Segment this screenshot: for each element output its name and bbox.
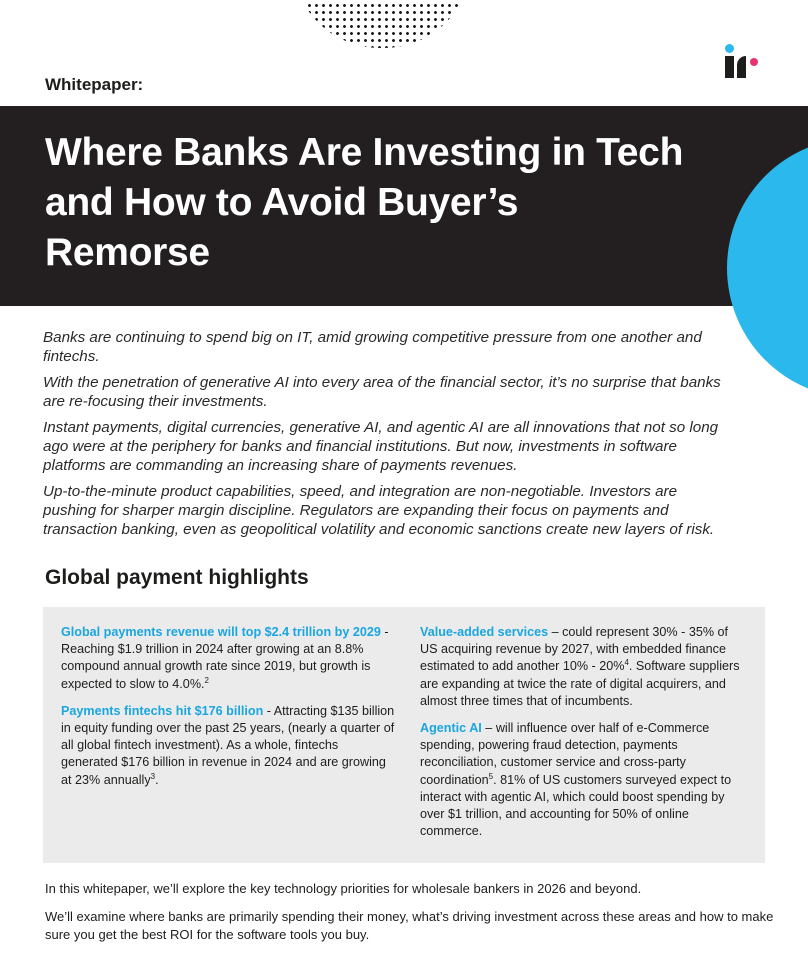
outro-paragraph: We’ll examine where banks are primarily spending their money, what’s driving investment across these areas and how to make sure you get the best ROI for the software tools you buy. [45,909,774,942]
highlight-body: - Reaching $1.9 trillion in 2024 after growing at an 8.8% compound annual growth rate since 2019, but growth is expected to slow to 4.0%. [61,625,389,691]
outro-section [45,880,775,954]
highlight-lead: Value-added services [420,625,549,639]
highlight-lead: Payments fintechs hit $176 billion [61,703,264,718]
highlights-panel [43,607,765,863]
highlights-heading: Global payment highlights [45,566,309,589]
highlights-column-left [61,624,395,799]
highlight-body: - Attracting $135 billion in equity funding over the past 25 years, (nearly a quarter of all global fintech investment). As a whole, fintechs generated $176 billion in revenue in 2024 and are growing at 23% annually [61,703,395,787]
intro-paragraph: Banks are continuing to spend big on IT, amid growing competitive pressure from one another and fintechs. [43,329,702,365]
highlight-tail: . [155,772,159,787]
intro-section [43,328,733,546]
footnote-ref: 4 [624,658,629,668]
highlight-item [420,624,748,710]
intro-paragraph: Instant payments, digital currencies, generative AI, and agentic AI are all innovations that not so long ago were at the periphery for banks and financial institutions. But now, investments in software platforms are commanding an increasing share of payments revenues. [43,419,719,474]
footnote-ref: 5 [488,771,494,781]
kicker-label: Whitepaper: [45,75,144,94]
footnote-ref: 2 [204,675,209,685]
highlight-tail: . Software suppliers are expanding at twice the rate of digital acquirers, and almost three times that of incumbents. [420,659,740,708]
intro-paragraph: Up-to-the-minute product capabilities, speed, and integration are non-negotiable. Investors are pushing for sharper margin discipline. Regulators are expanding their focus on payments and transaction banking, even as geopolitical volatility and economic sanctions create new layers of risk. [43,483,715,538]
outro-paragraph: In this whitepaper, we’ll explore the key technology priorities for wholesale bankers in 2026 and beyond. [45,881,642,896]
highlight-item [420,720,748,840]
footnote-ref: 3 [150,771,156,781]
ir-logo-icon [722,44,762,84]
highlight-item [61,703,395,789]
intro-paragraph: With the penetration of generative AI into every area of the financial sector, it’s no surprise that banks are re-focusing their investments. [43,374,721,410]
page-title: Where Banks Are Investing in Tech and How to Avoid Buyer’s Remorse [45,131,684,274]
highlights-column-right [420,624,748,850]
highlight-lead: Global payments revenue will top $2.4 trillion by 2029 [61,625,381,639]
highlight-tail: . 81% of US customers surveyed expect to interact with agentic AI, which could boost spending by over $1 trillion, and accounting for 50% of online commerce. [420,772,732,839]
highlight-body: – could represent 30% - 35% of US acquiring revenue by 2027, with embedded finance estimated to add another 10% - 20% [420,625,729,674]
dotted-semicircle-decoration [292,0,472,48]
highlight-body: – will influence over half of e-Commerce spending, powering fraud detection, payments reconciliation, customer service and cross-party coordination [420,721,710,787]
highlight-lead: Agentic AI [420,721,482,736]
highlight-item [61,624,395,693]
